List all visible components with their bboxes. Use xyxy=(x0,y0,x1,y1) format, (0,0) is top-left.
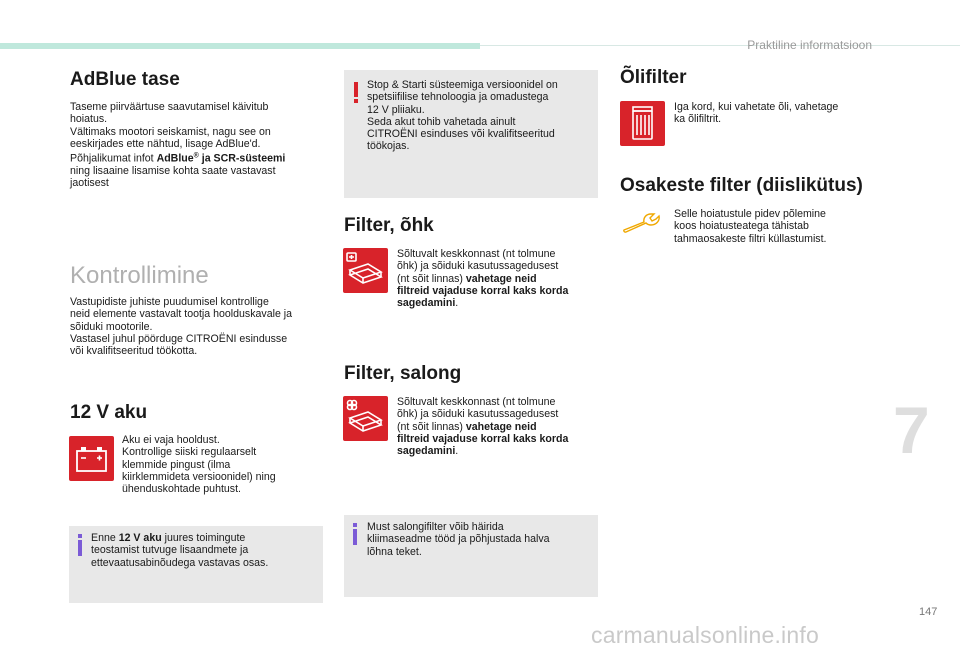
info-icon xyxy=(353,523,359,545)
watermark: carmanualsonline.info xyxy=(591,622,819,648)
battery-heading: 12 V aku xyxy=(70,402,148,423)
particle-filter-heading: Osakeste filter (diislikütus) xyxy=(620,175,863,196)
air-filter-heading: Filter, õhk xyxy=(344,215,434,236)
cabin-filter-icon xyxy=(343,396,388,441)
kontrollimine-heading: Kontrollimine xyxy=(70,262,209,289)
battery-icon xyxy=(69,436,114,481)
battery-note-text: Enne 12 V aku juures toimingute teostamist tutvuge lisaandmete ja ettevaatusabinõudega vastavas osas. xyxy=(91,532,269,569)
air-filter-icon xyxy=(343,248,388,293)
warning-icon xyxy=(352,82,360,104)
cabin-filter-paragraph: Sõltuvalt keskkonnast (nt tolmune õhk) ja sõiduki kasutussagedusest (nt sõit linnas) vahetage neid filtreid vajaduse korral kaks korda sagedamini. xyxy=(397,396,569,458)
page-number: 147 xyxy=(919,606,938,618)
battery-paragraph: Aku ei vaja hooldust. Kontrollige siiski regulaarselt klemmide pingust (ilma kiirklemmideta versioonidel) ning ühenduskohtade puhtust. xyxy=(122,434,276,496)
adblue-heading: AdBlue tase xyxy=(70,69,180,90)
header-accent-bar xyxy=(0,43,480,49)
oil-filter-heading: Õlifilter xyxy=(620,67,687,88)
wrench-icon xyxy=(620,206,665,236)
particle-filter-paragraph: Selle hoiatustule pidev põlemine koos hoiatusteatega tähistab tahmaosakeste filtri küllastumist. xyxy=(674,208,827,245)
oil-filter-icon xyxy=(620,101,665,146)
info-icon xyxy=(78,534,84,556)
oil-filter-paragraph: Iga kord, kui vahetate õli, vahetage ka õlifiltrit. xyxy=(674,101,839,126)
cabin-note-text: Must salongifilter võib häirida kliimaseadme tööd ja põhjustada halva lõhna teket. xyxy=(367,521,550,558)
chapter-number: 7 xyxy=(893,393,930,467)
kontrollimine-paragraph: Vastupidiste juhiste puudumisel kontrollige neid elemente vastavalt tootja hoolduskavale ja sõiduki mootorile. Vastasel juhul pöörduge CITROËNI esindusse või kvalifitseeritud töökotta. xyxy=(70,296,293,358)
header-rule xyxy=(480,45,960,46)
cabin-filter-heading: Filter, salong xyxy=(344,363,462,384)
adblue-paragraph: Taseme piirväärtuse saavutamisel käivitub hoiatus. Vältimaks mootori seiskamist, nagu see on eeskirjades ette nähtud, lisage AdBlue'd. Põhjalikumat infot AdBlue® ja SCR-süsteemi ning lisaaine lisamise kohta saate vastavast jaotisest xyxy=(70,101,286,190)
air-filter-paragraph: Sõltuvalt keskkonnast (nt tolmune õhk) ja sõiduki kasutussagedusest (nt sõit linnas) vahetage neid filtreid vajaduse korral kaks korda sagedamini. xyxy=(397,248,569,310)
stop-start-warning-text: Stop & Starti süsteemiga versioonidel on spetsiifilise tehnoloogia ja omadustega 12 V pliiaku. Seda akut tohib vahetada ainult CITROËNI esinduses või kvalifitseeritud töökojas. xyxy=(367,79,558,153)
section-title: Praktiline informatsioon xyxy=(747,38,872,52)
